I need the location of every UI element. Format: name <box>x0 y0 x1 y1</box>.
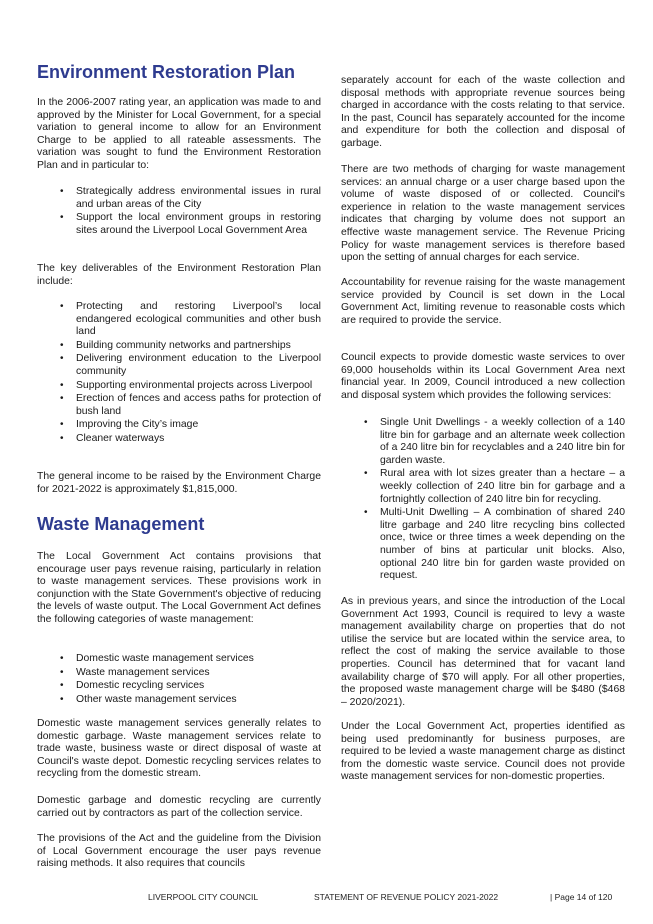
list-item <box>37 353 321 378</box>
bullet-icon: • <box>60 419 64 431</box>
list-item <box>37 340 321 353</box>
list-item-text: Support the local environment groups in restoring sites around the Liverpool Local Government Area <box>76 212 321 236</box>
list-item <box>341 417 625 467</box>
waste-paragraph-4: The provisions of the Act and the guideline from the Division of Local Government encourage the user pays revenue raising methods. It also requires that councils <box>37 833 321 870</box>
bullet-icon: • <box>60 393 64 405</box>
footer-organisation: LIVERPOOL CITY COUNCIL <box>148 892 259 902</box>
list-item <box>341 507 625 583</box>
bullet-icon: • <box>60 680 64 692</box>
list-item <box>37 186 321 211</box>
bullet-icon: • <box>60 693 64 705</box>
list-item-text: Domestic recycling services <box>76 680 205 692</box>
env-paragraph-2: The key deliverables of the Environment Restoration Plan include: <box>37 263 321 287</box>
env-objectives-list <box>37 186 321 238</box>
list-item <box>37 393 321 418</box>
footer-page-number: | Page 14 of 120 <box>550 892 613 902</box>
list-item-text: Single Unit Dwellings - a weekly collection of a 140 litre bin for garbage and an alternate week collection of a 240 litre bin for recyclables and a 240 litre bin for garden waste. <box>380 417 625 466</box>
list-item-text: Rural area with lot sizes greater than a hectare – a weekly collection of 240 litre bin for garbage and a fortnightly collection of 240 litre bin for recycling. <box>380 468 625 505</box>
right-paragraph-5: As in previous years, and since the introduction of the Local Government Act 1993, Council is required to levy a waste management availability charge on properties that do not utilise the service but are located within the service area, to reflect the cost of making the service available to those properties. Council has determined that for vacant land availability charge of $70 will apply. For all other properties, the proposed waste management charge will be $480 ($468 – 2020/2021). <box>341 596 625 708</box>
list-item <box>37 653 321 666</box>
waste-paragraph-3: Domestic garbage and domestic recycling are currently carried out by contractors as part of the collection service. <box>37 795 321 819</box>
list-item <box>37 301 321 339</box>
environment-restoration-heading: Environment Restoration Plan <box>37 62 296 82</box>
waste-management-heading: Waste Management <box>37 514 205 534</box>
list-item-text: Delivering environment education to the Liverpool community <box>76 353 321 377</box>
right-paragraph-1: separately account for each of the waste collection and disposal methods with appropriate revenue sources being charged in accordance with the costs relating to that service. In the past, Council has separately accounted for the income and expenditure for both the collection and disposal of garbage. <box>341 75 625 149</box>
env-paragraph-1: In the 2006-2007 rating year, an application was made to and approved by the Minister for Local Government, for a special variation to general income to allow for an Environment Charge to be applied to all rateable assessments. The variation was sought to fund the Environment Restoration Plan and in particular to: <box>37 97 321 171</box>
list-item-text: Multi-Unit Dwelling – A combination of shared 240 litre garbage and 240 litre recycling bins collected once, twice or three times a week depending on the number of bins at particular unit blocks. Also, optional 240 litre bin for garden waste provided on request. <box>380 507 625 582</box>
env-deliverables-list <box>37 301 321 447</box>
list-item <box>37 667 321 680</box>
env-paragraph-3: The general income to be raised by the Environment Charge for 2021-2022 is approximately $1,815,000. <box>37 471 321 495</box>
waste-paragraph-1: The Local Government Act contains provisions that encourage user pays revenue raising, particularly in relation to waste management services. These provisions work in conjunction with the State Government's objective of reducing the levels of waste output. The Local Government Act defines the following categories of waste management: <box>37 551 321 625</box>
list-item <box>37 433 321 446</box>
list-item-text: Protecting and restoring Liverpool’s local endangered ecological communities and other bush land <box>76 301 321 338</box>
list-item-text: Waste management services <box>76 666 210 678</box>
footer-document-title: STATEMENT OF REVENUE POLICY 2021-2022 <box>314 892 499 902</box>
bullet-icon: • <box>60 339 64 351</box>
right-paragraph-4: Council expects to provide domestic waste services to over 69,000 households within its Local Government Area next financial year. In 2009, Council introduced a new collection and disposal system which provides the following services: <box>341 352 625 401</box>
bullet-icon: • <box>364 507 368 519</box>
bullet-icon: • <box>60 353 64 365</box>
bullet-icon: • <box>60 379 64 391</box>
list-item <box>37 380 321 393</box>
list-item-text: Supporting environmental projects across Liverpool <box>76 379 313 391</box>
right-paragraph-2: There are two methods of charging for waste management services: an annual charge or a user charge based upon the volume of waste disposed of or collected. Council's experience in relation to the waste management services indicates that charging by volume does not support an effective waste management service. The Revenue Pricing Policy for waste management services is therefore based upon the setting of annual charges for each service. <box>341 164 625 264</box>
list-item-text: Building community networks and partnerships <box>76 339 291 351</box>
waste-paragraph-2: Domestic waste management services generally relates to domestic garbage. Waste management services relate to trade waste, business waste or direct disposal of waste at Council's waste depot. Domestic recycling services relates to recycling from the domestic stream. <box>37 718 321 780</box>
bullet-icon: • <box>60 301 64 312</box>
list-item-text: Other waste management services <box>76 693 237 705</box>
waste-categories-list <box>37 653 321 707</box>
bullet-icon: • <box>60 666 64 678</box>
right-paragraph-6: Under the Local Government Act, properties identified as being used predominantly for business purposes, are required to be levied a waste management charge as distinct from the domestic waste service. Council does not provide waste management services for non-domestic properties. <box>341 721 625 783</box>
list-item <box>341 468 625 506</box>
list-item-text: Domestic waste management services <box>76 653 254 664</box>
bullet-icon: • <box>364 417 368 428</box>
right-paragraph-3: Accountability for revenue raising for the waste management service provided by Council is set down in the Local Government Act, limiting revenue to reasonable costs which are required to provide the service. <box>341 277 625 326</box>
list-item-text: Erection of fences and access paths for protection of bush land <box>76 393 321 417</box>
bullet-icon: • <box>60 212 64 224</box>
list-item <box>37 680 321 693</box>
list-item <box>37 212 321 237</box>
list-item <box>37 694 321 707</box>
list-item <box>37 419 321 432</box>
bullet-icon: • <box>364 468 368 480</box>
bullet-icon: • <box>60 432 64 444</box>
list-item-text: Improving the City’s image <box>76 419 199 431</box>
bullet-icon: • <box>60 186 64 197</box>
list-item-text: Strategically address environmental issues in rural and urban areas of the City <box>76 186 321 210</box>
waste-services-list <box>341 417 625 584</box>
bullet-icon: • <box>60 653 64 664</box>
list-item-text: Cleaner waterways <box>76 432 165 444</box>
